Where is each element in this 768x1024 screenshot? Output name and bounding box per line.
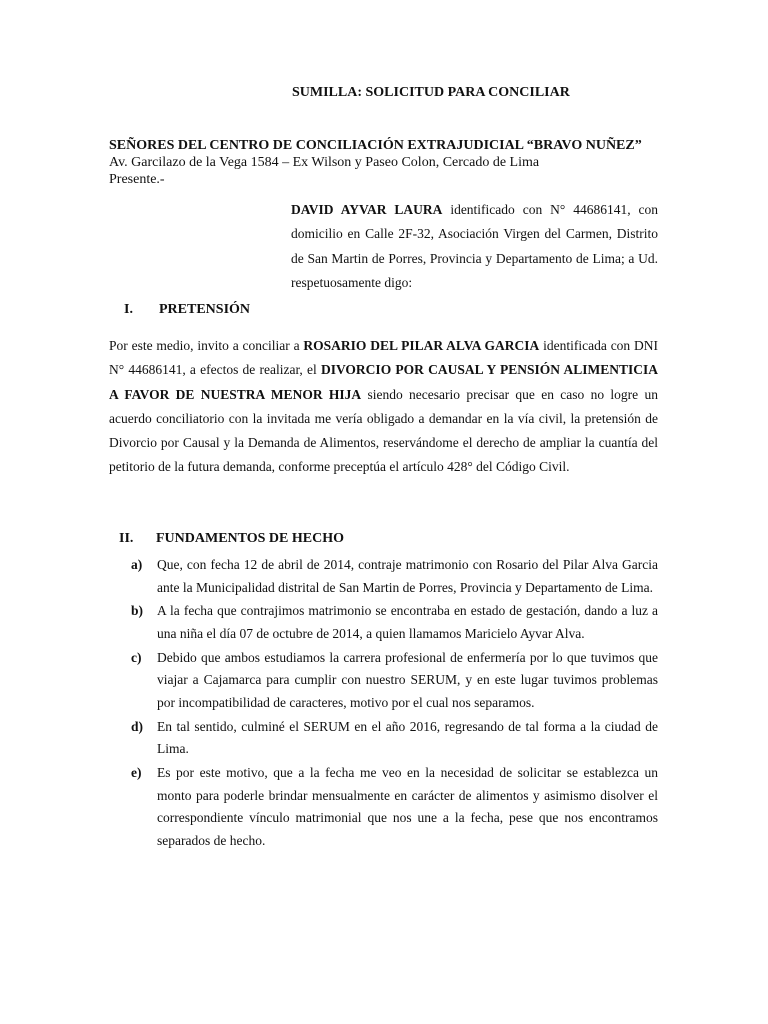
applicant-name: DAVID AYVAR LAURA bbox=[291, 202, 443, 217]
pretension-paragraph bbox=[109, 334, 658, 480]
intro-text: identificado con N° 44686141, con domicilio en Calle 2F-32, Asociación Virgen del Carmen, Distrito de San Martin de Porres, Provincia y Departamento de Lima; a Ud. respetuosamente digo: bbox=[291, 202, 658, 290]
list-item bbox=[131, 762, 658, 852]
item-label: c) bbox=[131, 649, 142, 665]
claim-text: DIVORCIO POR CAUSAL Y PENSIÓN ALIMENTICIA A FAVOR DE NUESTRA MENOR HIJA bbox=[109, 362, 658, 402]
addressee-address: Av. Garcilazo de la Vega 1584 – Ex Wilson y Paseo Colon, Cercado de Lima bbox=[109, 155, 540, 170]
pretension-text-3: siendo necesario precisar que en caso no logre un acuerdo conciliatorio con la invitada me vería obligado a demandar en la vía civil, la pretensión de Divorcio por Causal y la Demanda de Alimentos, reservándome el derecho de ampliar la cuantía del petitorio de la futura demanda, conforme preceptúa el artículo 428° del Código Civil. bbox=[109, 386, 658, 475]
item-text: Que, con fecha 12 de abril de 2014, contraje matrimonio con Rosario del Pilar Alva Garcia ante la Municipalidad distrital de San Martin de Porres, Provincia y Departamento de Lima. bbox=[157, 557, 658, 595]
item-label: b) bbox=[131, 603, 144, 619]
item-text: Es por este motivo, que a la fecha me veo en la necesidad de solicitar se establezca un monto para poderle brindar mensualmente en carácter de alimentos y asimismo disolver el correspondiente vínculo matrimonial que nos une a la fecha, pese que nos encontramos separados de hecho. bbox=[157, 765, 658, 848]
facts-list bbox=[131, 554, 658, 854]
item-label: d) bbox=[131, 718, 144, 734]
pretension-text-2: identificada con DNI N° 44686141, a efectos de realizar, el bbox=[109, 338, 659, 378]
list-item bbox=[131, 716, 658, 761]
pretension-text-1: Por este medio, invito a conciliar a bbox=[109, 338, 304, 353]
section-number: I. bbox=[124, 302, 133, 317]
item-text: Debido que ambos estudiamos la carrera profesional de enfermería por lo que tuvimos que viajar a Cajamarca para cumplir con nuestro SERUM, y en este lugar tuvimos problemas por incompatibilidad de caracteres, motivo por el cual nos separamos. bbox=[157, 649, 658, 710]
intro-paragraph bbox=[291, 198, 658, 295]
sumilla-heading: SUMILLA: SOLICITUD PARA CONCILIAR bbox=[292, 85, 570, 100]
addressee-block bbox=[109, 137, 709, 188]
section-title: FUNDAMENTOS DE HECHO bbox=[156, 531, 344, 546]
section-number: II. bbox=[119, 531, 134, 546]
addressee-title: SEÑORES DEL CENTRO DE CONCILIACIÓN EXTRAJUDICIAL “BRAVO NUÑEZ” bbox=[109, 138, 642, 153]
presente-line: Presente.- bbox=[109, 172, 165, 187]
item-text: En tal sentido, culminé el SERUM en el año 2016, regresando de tal forma a la ciudad de Lima. bbox=[157, 718, 658, 757]
section-heading-fundamentos bbox=[119, 531, 344, 547]
item-label: a) bbox=[131, 557, 143, 572]
list-item bbox=[131, 554, 658, 599]
section-title: PRETENSIÓN bbox=[159, 302, 251, 317]
item-label: e) bbox=[131, 765, 142, 781]
section-heading-pretension bbox=[124, 302, 250, 318]
invited-party-name: ROSARIO DEL PILAR ALVA GARCIA bbox=[303, 338, 540, 353]
list-item bbox=[131, 600, 658, 645]
item-text: A la fecha que contrajimos matrimonio se encontraba en estado de gestación, dando a luz a una niña el día 07 de octubre de 2014, a quien llamamos Maricielo Ayvar Alva. bbox=[157, 603, 658, 641]
list-item bbox=[131, 647, 658, 715]
